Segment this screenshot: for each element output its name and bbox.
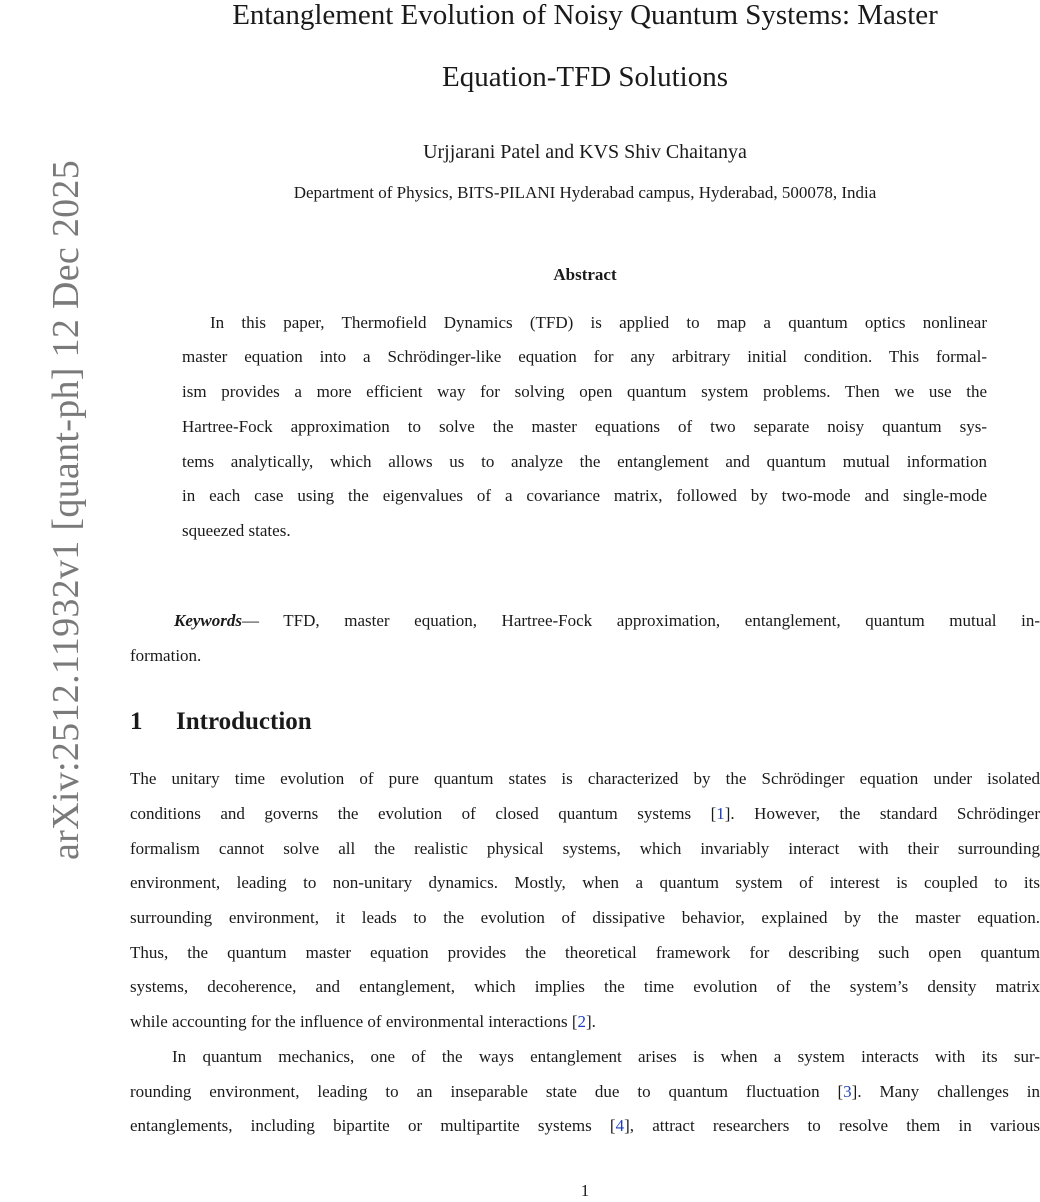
keywords-line-2: formation. <box>130 646 202 665</box>
abstract-heading: Abstract <box>553 265 617 284</box>
affiliation: Department of Physics, BITS-PILANI Hyderabad campus, Hyderabad, 500078, India <box>293 183 877 202</box>
arxiv-side-stamp <box>0 140 87 860</box>
text-run: ]. However, the standard Schrödinger <box>724 804 1040 823</box>
text-run: ], attract researchers to resolve them in various <box>624 1116 1040 1135</box>
citation-link[interactable]: 2 <box>577 1012 587 1031</box>
abstract-line: in each case using the eigenvalues of a covariance matrix, followed by two-mode and single-mode <box>182 486 987 505</box>
citation-link[interactable]: 1 <box>716 804 725 823</box>
text-run: ]. <box>586 1012 596 1031</box>
paragraph-line: surrounding environment, it leads to the evolution of dissipative behavior, explained by the master equation. <box>130 908 1040 927</box>
text-run: ]. Many challenges in <box>851 1082 1040 1101</box>
text-run: rounding environment, leading to an inseparable state due to quantum fluctuation [ <box>130 1082 844 1101</box>
text-run: conditions and governs the evolution of closed quantum systems [ <box>130 804 717 823</box>
citation-link[interactable]: 3 <box>843 1082 852 1101</box>
keywords-text: — TFD, master equation, Hartree-Fock approximation, entanglement, quantum mutual in- <box>242 611 1040 630</box>
abstract-line: Hartree-Fock approximation to solve the master equations of two separate noisy quantum sys- <box>182 417 987 436</box>
paragraph-line <box>130 802 1040 826</box>
keywords-line-1 <box>174 609 1040 633</box>
abstract-line: In this paper, Thermofield Dynamics (TFD) is applied to map a quantum optics nonlinear <box>210 313 987 332</box>
paragraph-line: In quantum mechanics, one of the ways entanglement arises is when a system interacts with its sur- <box>172 1047 1040 1066</box>
section-number: 1 <box>130 708 143 735</box>
abstract-line: squeezed states. <box>182 521 291 540</box>
page-number: 1 <box>580 1181 590 1200</box>
text-run: entanglements, including bipartite or multipartite systems [ <box>130 1116 616 1135</box>
paragraph-line <box>130 1010 1040 1034</box>
paragraph-line: systems, decoherence, and entanglement, which implies the time evolution of the system’s density matrix <box>130 977 1040 996</box>
paragraph-line: formalism cannot solve all the realistic physical systems, which invariably interact with their surrounding <box>130 839 1040 858</box>
paragraph-line: The unitary time evolution of pure quantum states is characterized by the Schrödinger equation under isolated <box>130 769 1040 788</box>
text-run: while accounting for the influence of environmental interactions [ <box>130 1012 578 1031</box>
paper-title-line-2: Equation-TFD Solutions <box>442 61 728 93</box>
paragraph-line: Thus, the quantum master equation provides the theoretical framework for describing such open quantum <box>130 943 1040 962</box>
arxiv-identifier: arXiv:2512.11932v1 [quant-ph] 12 Dec 2025 <box>45 159 87 860</box>
keywords-label: Keywords <box>174 611 242 630</box>
paragraph-line: environment, leading to non-unitary dynamics. Mostly, when a quantum system of interest is coupled to its <box>130 873 1040 892</box>
abstract-line: master equation into a Schrödinger-like equation for any arbitrary initial condition. This formal- <box>182 347 987 366</box>
paper-title-line-1: Entanglement Evolution of Noisy Quantum Systems: Master <box>232 0 938 31</box>
paragraph-line <box>130 1114 1040 1138</box>
section-title: Introduction <box>176 708 312 735</box>
paragraph-line <box>130 1080 1040 1104</box>
abstract-line: ism provides a more efficient way for solving open quantum system problems. Then we use the <box>182 382 987 401</box>
authors: Urjjarani Patel and KVS Shiv Chaitanya <box>423 141 747 163</box>
section-heading-introduction <box>130 706 312 738</box>
citation-link[interactable]: 4 <box>615 1116 625 1135</box>
abstract-line: tems analytically, which allows us to analyze the entanglement and quantum mutual information <box>182 452 987 471</box>
